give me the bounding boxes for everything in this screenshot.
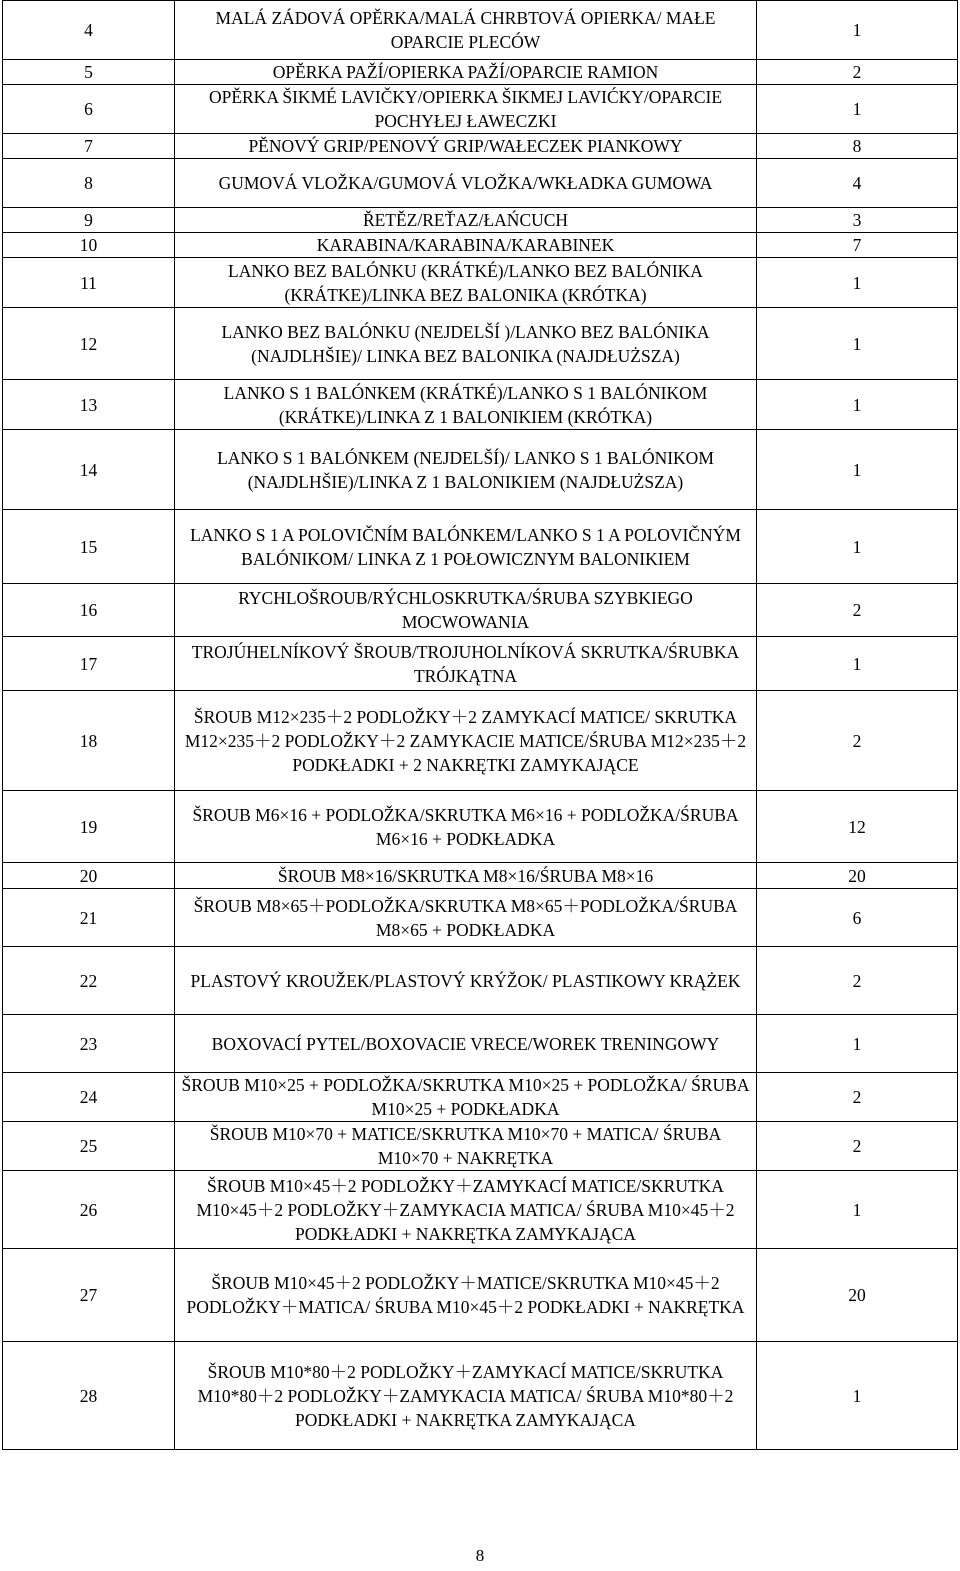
cell-num: 28: [3, 1342, 175, 1450]
table-row: [3, 258, 958, 308]
cell-num: 18: [3, 691, 175, 791]
table-row: [3, 134, 958, 159]
cell-desc: LANKO BEZ BALÓNKU (NEJDELŠÍ )/LANKO BEZ BALÓNIKA (NAJDLHŠIE)/ LINKA BEZ BALONIKA (NAJDŁUŻSZA): [175, 308, 757, 380]
cell-desc: ŠROUB M10×45＋2 PODLOŽKY＋ZAMYKACÍ MATICE/SKRUTKA M10×45＋2 PODLOŽKY＋ZAMYKACIA MATICA/ ŚRUBA M10×45＋2 PODKŁADKI + NAKRĘTKA ZAMYKAJĄCA: [175, 1171, 757, 1249]
cell-desc: LANKO BEZ BALÓNKU (KRÁTKÉ)/LANKO BEZ BALÓNIKA (KRÁTKE)/LINKA BEZ BALONIKA (KRÓTKA): [175, 258, 757, 308]
cell-num: 16: [3, 584, 175, 637]
table-row: [3, 1073, 958, 1122]
cell-qty: 2: [757, 691, 958, 791]
table-row: [3, 1, 958, 60]
cell-desc: ŠROUB M8×16/SKRUTKA M8×16/ŚRUBA M8×16: [175, 863, 757, 889]
parts-table-body: [3, 1, 958, 1450]
cell-num: 24: [3, 1073, 175, 1122]
cell-qty: 1: [757, 1171, 958, 1249]
cell-qty: 1: [757, 1342, 958, 1450]
cell-num: 8: [3, 159, 175, 208]
cell-desc: ŠROUB M10*80＋2 PODLOŽKY＋ZAMYKACÍ MATICE/SKRUTKA M10*80＋2 PODLOŽKY＋ZAMYKACIA MATICA/ ŚRUBA M10*80＋2 PODKŁADKI + NAKRĘTKA ZAMYKAJĄCA: [175, 1342, 757, 1450]
cell-qty: 2: [757, 1122, 958, 1171]
table-row: [3, 85, 958, 134]
cell-num: 22: [3, 947, 175, 1015]
cell-desc: RYCHLOŠROUB/RÝCHLOSKRUTKA/ŚRUBA SZYBKIEGO MOCWOWANIA: [175, 584, 757, 637]
table-row: [3, 1342, 958, 1450]
cell-qty: 2: [757, 584, 958, 637]
cell-num: 17: [3, 637, 175, 691]
cell-desc: ŠROUB M10×45＋2 PODLOŽKY＋MATICE/SKRUTKA M10×45＋2 PODLOŽKY＋MATICA/ ŚRUBA M10×45＋2 PODKŁADKI + NAKRĘTKA: [175, 1249, 757, 1342]
cell-qty: 1: [757, 1, 958, 60]
cell-desc: LANKO S 1 BALÓNKEM (NEJDELŠÍ)/ LANKO S 1 BALÓNIKOM (NAJDLHŠIE)/LINKA Z 1 BALONIKIEM (NAJDŁUŻSZA): [175, 430, 757, 510]
cell-qty: 1: [757, 258, 958, 308]
table-row: [3, 1122, 958, 1171]
cell-num: 11: [3, 258, 175, 308]
cell-num: 7: [3, 134, 175, 159]
cell-desc: PLASTOVÝ KROUŽEK/PLASTOVÝ KRÝŽOK/ PLASTIKOWY KRĄŻEK: [175, 947, 757, 1015]
table-row: [3, 1171, 958, 1249]
cell-qty: 1: [757, 637, 958, 691]
table-row: [3, 208, 958, 233]
cell-qty: 7: [757, 233, 958, 258]
table-row: [3, 60, 958, 85]
cell-qty: 6: [757, 889, 958, 947]
cell-qty: 1: [757, 380, 958, 430]
table-row: [3, 947, 958, 1015]
cell-num: 10: [3, 233, 175, 258]
cell-desc: OPĚRKA PAŽÍ/OPIERKA PAŽÍ/OPARCIE RAMION: [175, 60, 757, 85]
cell-desc: TROJÚHELNÍKOVÝ ŠROUB/TROJUHOLNÍKOVÁ SKRUTKA/ŚRUBKA TRÓJKĄTNA: [175, 637, 757, 691]
cell-desc: ŠROUB M8×65＋PODLOŽKA/SKRUTKA M8×65＋PODLOŽKA/ŚRUBA M8×65 + PODKŁADKA: [175, 889, 757, 947]
parts-table: [2, 0, 958, 1450]
cell-num: 15: [3, 510, 175, 584]
cell-num: 23: [3, 1015, 175, 1073]
cell-desc: GUMOVÁ VLOŽKA/GUMOVÁ VLOŽKA/WKŁADKA GUMOWA: [175, 159, 757, 208]
table-row: [3, 308, 958, 380]
cell-qty: 1: [757, 1015, 958, 1073]
table-row: [3, 791, 958, 863]
table-row: [3, 863, 958, 889]
cell-num: 5: [3, 60, 175, 85]
cell-desc: ŠROUB M6×16 + PODLOŽKA/SKRUTKA M6×16 + PODLOŽKA/ŚRUBA M6×16 + PODKŁADKA: [175, 791, 757, 863]
cell-num: 27: [3, 1249, 175, 1342]
cell-desc: ŘETĚZ/REŤAZ/ŁAŃCUCH: [175, 208, 757, 233]
cell-num: 25: [3, 1122, 175, 1171]
cell-qty: 1: [757, 430, 958, 510]
cell-num: 19: [3, 791, 175, 863]
table-row: [3, 430, 958, 510]
cell-desc: LANKO S 1 BALÓNKEM (KRÁTKÉ)/LANKO S 1 BALÓNIKOM (KRÁTKE)/LINKA Z 1 BALONIKIEM (KRÓTKA): [175, 380, 757, 430]
cell-qty: 1: [757, 308, 958, 380]
cell-num: 4: [3, 1, 175, 60]
cell-desc: LANKO S 1 A POLOVIČNÍM BALÓNKEM/LANKO S 1 A POLOVIČNÝM BALÓNIKOM/ LINKA Z 1 POŁOWICZNYM BALONIKIEM: [175, 510, 757, 584]
table-row: [3, 691, 958, 791]
cell-num: 14: [3, 430, 175, 510]
cell-desc: KARABINA/KARABINA/KARABINEK: [175, 233, 757, 258]
cell-qty: 2: [757, 60, 958, 85]
cell-num: 13: [3, 380, 175, 430]
cell-num: 6: [3, 85, 175, 134]
cell-num: 26: [3, 1171, 175, 1249]
cell-desc: ŠROUB M10×70 + MATICE/SKRUTKA M10×70 + MATICA/ ŚRUBA M10×70 + NAKRĘTKA: [175, 1122, 757, 1171]
cell-desc: OPĚRKA ŠIKMÉ LAVIČKY/OPIERKA ŠIKMEJ LAVIĆKY/OPARCIE POCHYŁEJ ŁAWECZKI: [175, 85, 757, 134]
cell-qty: 2: [757, 947, 958, 1015]
table-row: [3, 889, 958, 947]
table-row: [3, 159, 958, 208]
cell-desc: PĚNOVÝ GRIP/PENOVÝ GRIP/WAŁECZEK PIANKOWY: [175, 134, 757, 159]
table-row: [3, 380, 958, 430]
cell-num: 20: [3, 863, 175, 889]
page-number: 8: [475, 1546, 485, 1565]
cell-num: 9: [3, 208, 175, 233]
table-row: [3, 1249, 958, 1342]
cell-qty: 12: [757, 791, 958, 863]
cell-qty: 20: [757, 1249, 958, 1342]
cell-qty: 2: [757, 1073, 958, 1122]
table-row: [3, 584, 958, 637]
table-row: [3, 637, 958, 691]
table-row: [3, 1015, 958, 1073]
cell-desc: ŠROUB M10×25 + PODLOŽKA/SKRUTKA M10×25 + PODLOŽKA/ ŚRUBA M10×25 + PODKŁADKA: [175, 1073, 757, 1122]
cell-desc: ŠROUB M12×235＋2 PODLOŽKY＋2 ZAMYKACÍ MATICE/ SKRUTKA M12×235＋2 PODLOŽKY＋2 ZAMYKACIE MATICE/ŚRUBA M12×235＋2 PODKŁADKI + 2 NAKRĘTKI ZAMYKAJĄCE: [175, 691, 757, 791]
cell-desc: BOXOVACÍ PYTEL/BOXOVACIE VRECE/WOREK TRENINGOWY: [175, 1015, 757, 1073]
cell-num: 21: [3, 889, 175, 947]
cell-num: 12: [3, 308, 175, 380]
cell-qty: 8: [757, 134, 958, 159]
cell-desc: MALÁ ZÁDOVÁ OPĚRKA/MALÁ CHRBTOVÁ OPIERKA/ MAŁE OPARCIE PLECÓW: [175, 1, 757, 60]
cell-qty: 1: [757, 85, 958, 134]
cell-qty: 1: [757, 510, 958, 584]
cell-qty: 4: [757, 159, 958, 208]
table-row: [3, 510, 958, 584]
cell-qty: 3: [757, 208, 958, 233]
cell-qty: 20: [757, 863, 958, 889]
table-row: [3, 233, 958, 258]
